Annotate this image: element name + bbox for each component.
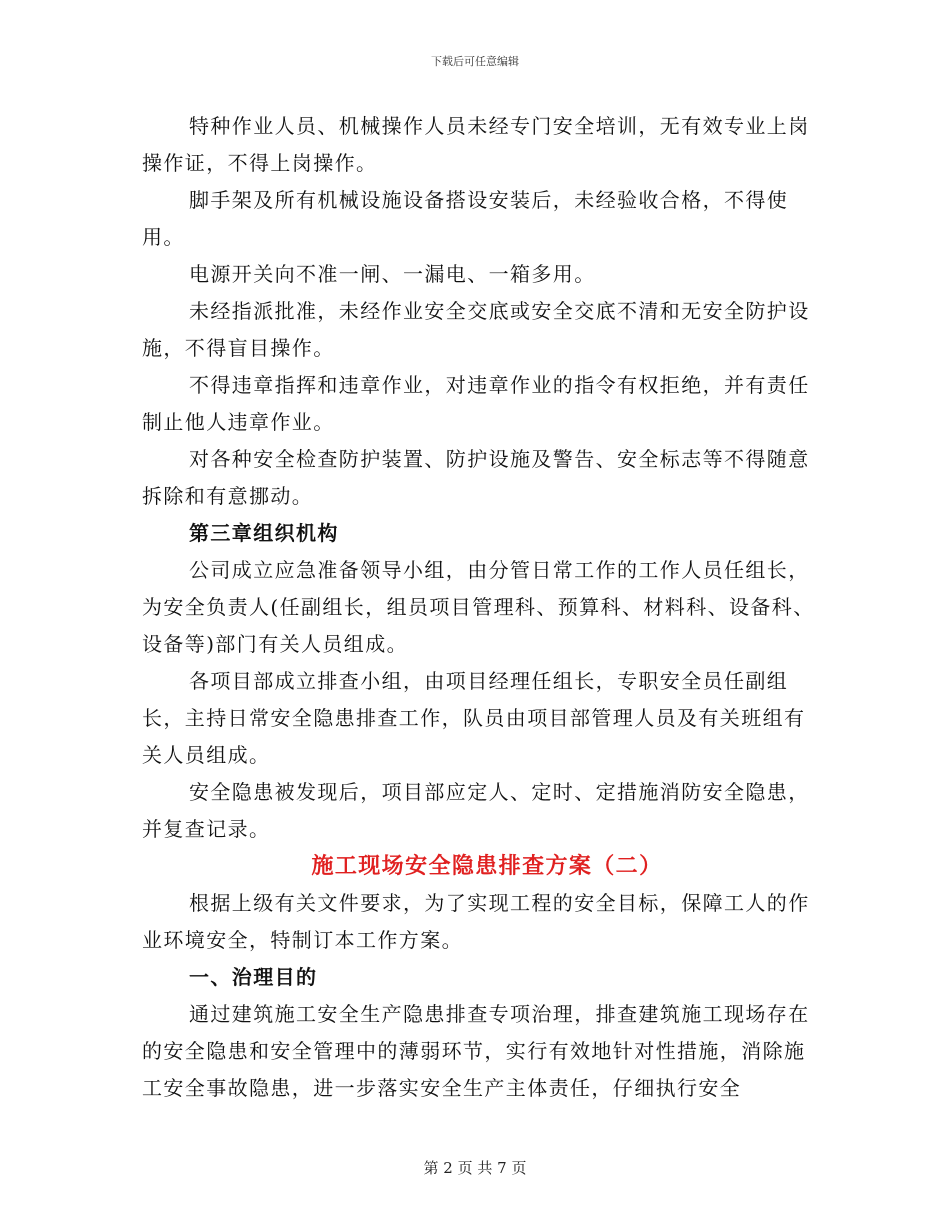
paragraph: 通过建筑施工安全生产隐患排查专项治理，排查建筑施工现场存在的安全隐患和安全管理中的薄弱环节，实行有效地针对性措施，消除施工安全事故隐患，进一步落实安全生产主体责任，仔细执行安全 (142, 1002, 810, 1100)
chapter-heading: 第三章组织机构 (189, 521, 339, 545)
paragraph: 公司成立应急准备领导小组，由分管日常工作的工作人员任组长，为安全负责人(任副组长，组员项目管理科、预算科、材料科、设备科、设备等)部门有关人员组成。 (142, 558, 815, 656)
paragraph: 各项目部成立排查小组，由项目经理任组长，专职安全员任副组长，主持日常安全隐患排查工作，队员由项目部管理人员及有关班组有关人员组成。 (142, 669, 806, 767)
paragraph: 电源开关向不准一闸、一漏电、一箱多用。 (189, 262, 596, 286)
paragraph: 未经指派批准，未经作业安全交底或安全交底不清和无安全防护设施，不得盲目操作。 (142, 299, 810, 360)
paragraph: 根据上级有关文件要求，为了实现工程的安全目标，保障工人的作业环境安全，特制订本工作方案。 (142, 891, 810, 952)
paragraph: 对各种安全检查防护装置、防护设施及警告、安全标志等不得随意拆除和有意挪动。 (142, 447, 810, 508)
paragraph: 特种作业人员、机械操作人员未经专门安全培训，无有效专业上岗操作证，不得上岗操作。 (142, 114, 810, 175)
document-body (142, 108, 822, 1107)
paragraph: 不得违章指挥和违章作业，对违章作业的指令有权拒绝，并有责任制止他人违章作业。 (142, 373, 810, 434)
page-header: 下载后可任意编辑 (431, 55, 519, 68)
paragraph: 脚手架及所有机械设施设备搭设安装后，未经验收合格，不得使用。 (142, 188, 789, 249)
section-title: 施工现场安全隐患排查方案（二） (311, 853, 663, 879)
subsection-heading: 一、治理目的 (189, 965, 318, 989)
page-footer: 第 2 页 共 7 页 (423, 1159, 527, 1177)
paragraph: 安全隐患被发现后，项目部应定人、定时、定措施消防安全隐患，并复查记录。 (142, 780, 810, 841)
